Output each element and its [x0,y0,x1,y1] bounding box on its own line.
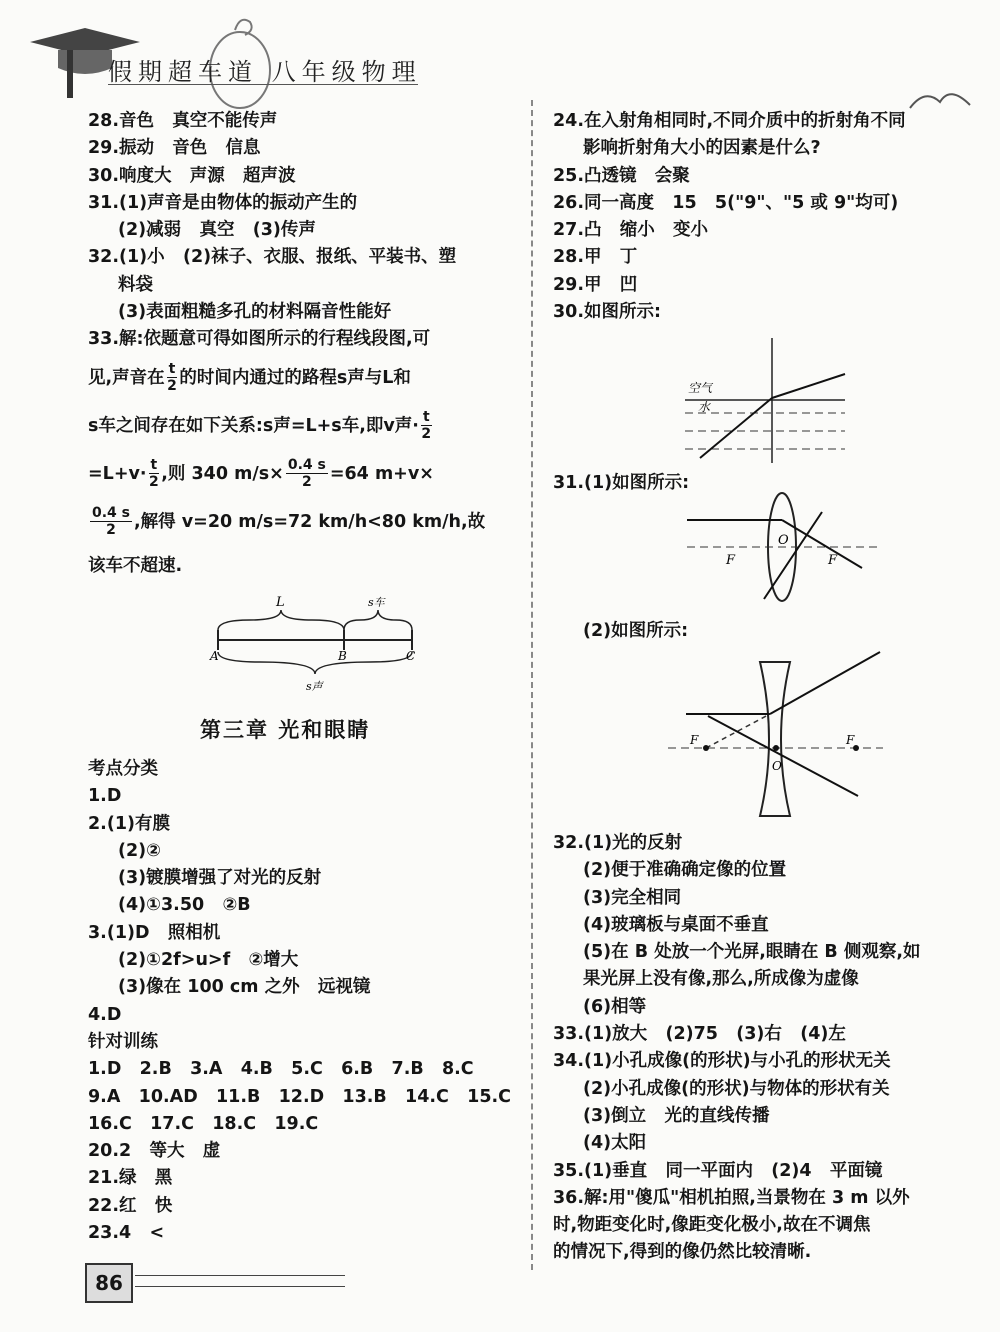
answer-line: 32.(1)光的反射 [553,833,683,853]
answer-line: 2.(1)有膜 [88,813,170,834]
answer-line: 21.绿 黑 [88,1168,173,1189]
answer-line: 36.解:用"傻瓜"相机拍照,当景物在 3 m 以外 [553,1187,910,1208]
answer-line: 果光屏上没有像,那么,所成像为虚像 [583,969,859,990]
incident-ray [700,398,772,458]
answer-line: 26.同一高度 15 5("9"、"5 或 9"均可) [553,192,899,213]
label-scar: s车 [368,596,385,609]
header-underline [108,84,418,85]
answer-line: (4)太阳 [583,1133,647,1154]
answer-line: (3)表面粗糙多孔的材料隔音性能好 [118,302,392,323]
answer-line: 时,物距变化时,像距变化极小,故在不调焦 [553,1215,871,1236]
answer-line: (6)相等 [583,996,647,1017]
answer-line: 影响折射角大小的因素是什么? [583,138,821,159]
label-air: 空气 [688,381,713,395]
q33-line5: 该车不超速. [88,555,183,576]
answer-line: 4.D [88,1004,122,1025]
answer-line: (2)小孔成像(的形状)与物体的形状有关 [583,1078,890,1099]
fraction: $\frac{0.4 s}{2}$ [287,457,326,491]
label-f-left: F [726,553,736,568]
answer-line: 3.(1)D 照相机 [88,922,221,943]
answer-line: 16.C 17.C 18.C 19.C [88,1113,319,1134]
answer-line: 34.(1)小孔成像(的形状)与小孔的形状无关 [553,1051,891,1072]
concave-lens [760,662,790,816]
answer-line: (2)便于准确确定像的位置 [583,860,787,881]
answer-line: 20.2 等大 虚 [88,1141,221,1162]
answer-line: 29.甲 凹 [553,274,638,295]
answer-line: 30.响度大 声源 超声波 [88,165,296,186]
right-column [553,108,983,326]
answer-line: (2)② [118,840,161,861]
answer-line: (3)像在 100 cm 之外 远视镜 [118,977,371,998]
segment-diagram [200,590,430,700]
answer-line: (3)镀膜增强了对光的反射 [118,868,322,889]
fraction: $\frac{t}{2}$ [149,457,159,491]
label-a: A [210,649,219,663]
column-divider [531,100,533,1270]
right-answers-top [553,108,983,326]
answer-line: 28.甲 丁 [553,247,638,268]
answer-line: 25.凸透镜 会聚 [553,165,690,186]
fraction: $\frac{0.4 s}{2}$ [92,505,131,539]
answer-line: (3)倒立 光的直线传播 [583,1105,770,1126]
label-f-right: F [846,733,855,747]
answer-line: 的情况下,得到的像仍然比较清晰. [553,1242,812,1263]
focal-point-left [703,745,709,751]
right-answers-bottom [553,830,983,1267]
convex-lens-diagram [682,492,882,602]
fraction: $\frac{t}{2}$ [167,361,177,395]
label-c: C [406,649,416,663]
left-answers-top [88,108,528,354]
header-title: 假期超车道 八年级物理 [108,58,422,86]
answer-line: 30.如图所示: [553,302,661,323]
answer-line: 24.在入射角相同时,不同介质中的折射角不同 [553,111,906,131]
left-answers-bottom [88,756,528,1247]
answer-line: 9.A 10.AD 11.B 12.D 13.B 14.C 15.C [88,1086,511,1107]
answer-line: 35.(1)垂直 同一平面内 (2)4 平面镜 [553,1160,883,1181]
q33-line1: 见,声音在 $\frac{t}{2}$ 的时间内通过的路程s声与L和 [88,361,411,395]
answer-line: 考点分类 [88,759,158,779]
answer-line: 1.D [88,786,122,807]
center-ray [708,716,858,796]
brace-l [218,610,344,630]
optical-center [773,745,779,751]
answer-line: 32.(1)小 (2)袜子、衣服、报纸、平装书、塑 [88,247,457,268]
label-f-left: F [690,733,699,747]
label-b: B [338,649,347,663]
center-ray [764,512,822,599]
answer-line: 1.D 2.B 3.A 4.B 5.C 6.B 7.B 8.C [88,1059,474,1080]
answer-line: 33.(1)放大 (2)75 (3)右 (4)左 [553,1024,846,1045]
refracted-ray [782,520,862,568]
q31-1-label: 31.(1)如图所示: [553,473,690,493]
answer-line: 22.红 快 [88,1195,173,1216]
left-column-bottom [88,756,528,1247]
answer-line: (4)①3.50 ②B [118,895,251,916]
q33-solution [88,358,528,586]
label-o: O [772,759,782,773]
label-f-right: F [828,553,838,568]
footer-rule [135,1275,345,1287]
answer-line: 33.解:依题意可得如图所示的行程线段图,可 [88,329,431,350]
fraction: $\frac{t}{2}$ [421,409,432,443]
refracted-ray [772,374,845,398]
q31-2-label: (2)如图所示: [583,621,689,641]
concave-lens-diagram [668,650,888,820]
answer-line: (5)在 B 处放一个光屏,眼睛在 B 侧观察,如 [583,942,921,963]
answer-line: (4)玻璃板与桌面不垂直 [583,914,769,935]
page-number: 86 [85,1263,133,1303]
q33-line3: =L+v· $\frac{t}{2}$ ,则 340 m/s× $\frac{0.4 s}{2}$ =64 m+v× [88,457,434,491]
answer-line: 料袋 [118,274,153,295]
answer-line: 27.凸 缩小 变小 [553,220,709,241]
chapter-title: 第三章 光和眼睛 [200,718,371,742]
brace-scar [344,610,412,630]
refraction-diagram [680,338,880,463]
label-water: 水 [698,400,711,414]
label-l: L [276,595,285,610]
answer-line: 23.4 < [88,1223,165,1244]
label-o: O [778,533,789,548]
label-ssound: s声 [306,680,323,693]
answer-line: (3)完全相同 [583,887,682,908]
answer-line: (2)减弱 真空 (3)传声 [118,220,316,241]
answer-line: 29.振动 音色 信息 [88,138,261,159]
answer-line: (2)①2f>u>f ②增大 [118,950,299,971]
answer-line: 针对训练 [88,1031,158,1052]
answer-line: 31.(1)声音是由物体的振动产生的 [88,192,358,213]
q33-line4: $\frac{0.4 s}{2}$ ,解得 v=20 m/s=72 km/h<80 km/h,故 [92,505,486,539]
left-column [88,108,528,586]
q33-line2: s车之间存在如下关系:s声=L+s车,即v声· $\frac{t}{2}$ [88,409,432,443]
right-column-bottom [553,830,983,1267]
brace-ssound [218,652,412,674]
answer-line: 28.音色 真空不能传声 [88,111,278,131]
